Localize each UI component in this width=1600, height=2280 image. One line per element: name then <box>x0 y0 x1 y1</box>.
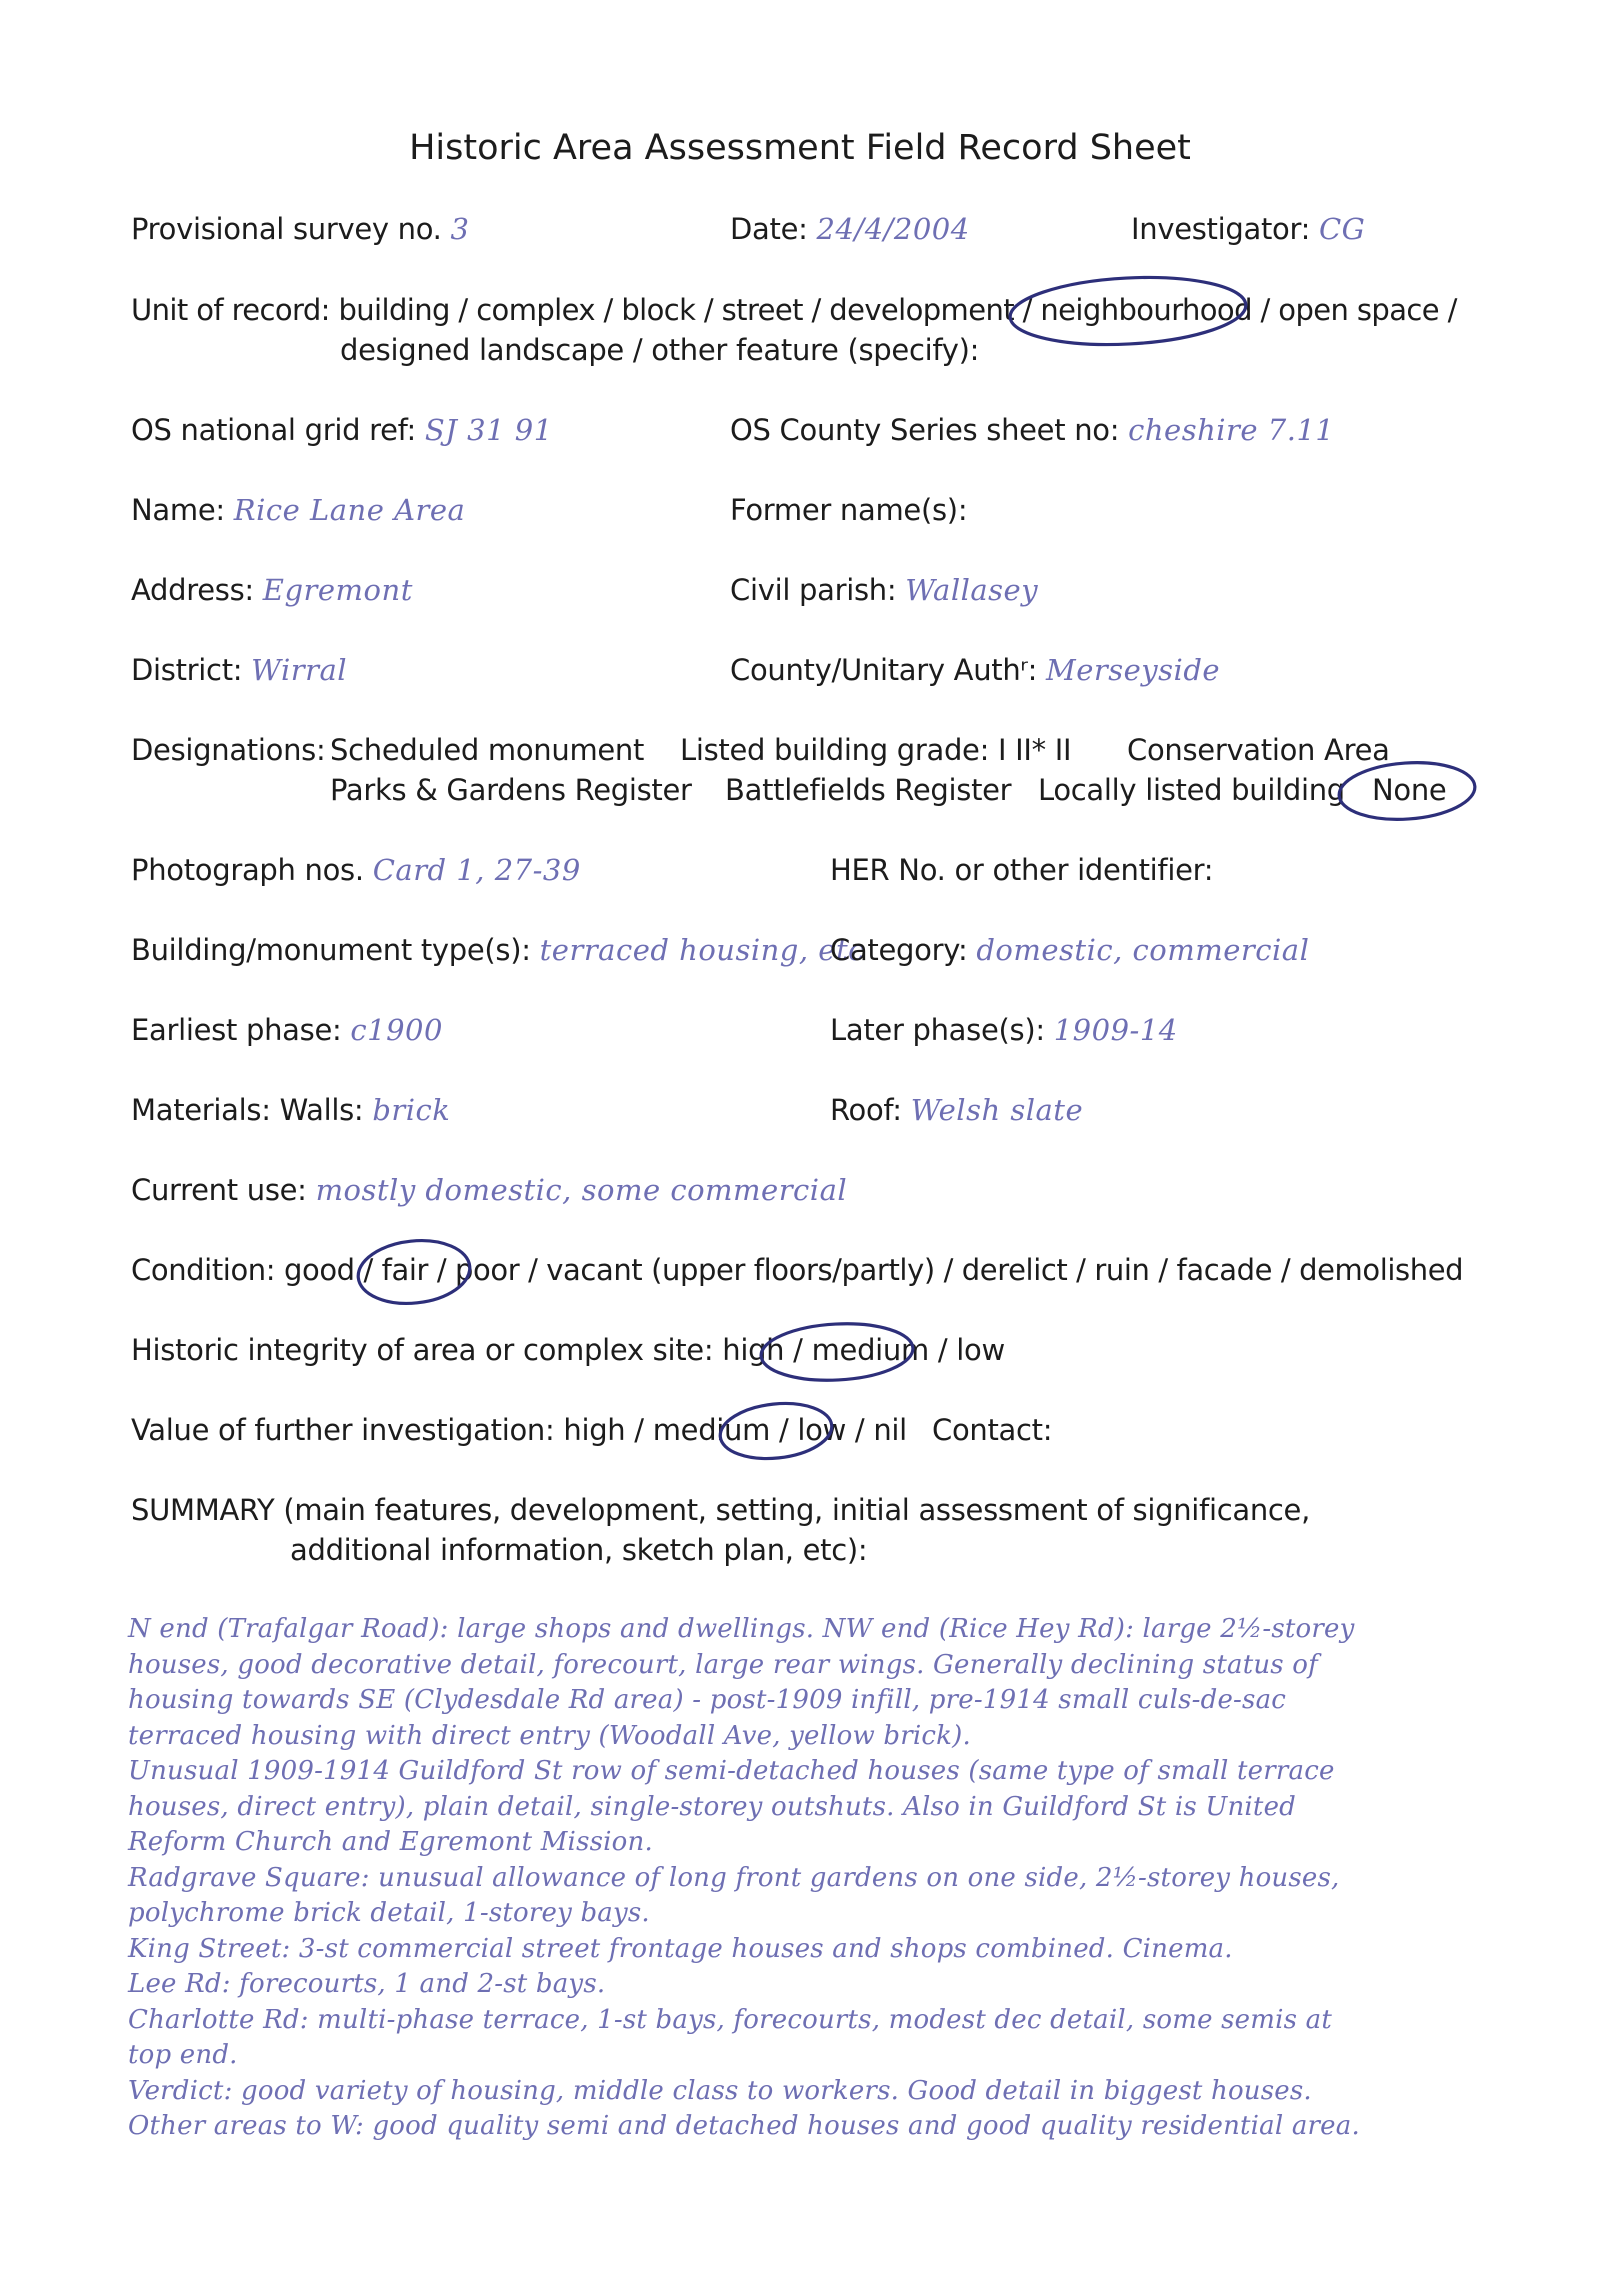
county-value: Merseyside <box>1046 653 1221 687</box>
current-use-field <box>131 1173 847 1207</box>
photograph-label: Photograph nos. <box>131 853 364 887</box>
earliest-phase-label: Earliest phase: <box>131 1013 342 1047</box>
unit-of-record-options-line2: designed landscape / other feature (specify): <box>340 333 980 367</box>
condition-options: Condition: good / fair / poor / vacant (upper floors/partly) / derelict / ruin / facade / demolished <box>131 1253 1464 1287</box>
roof-label: Roof: <box>830 1093 902 1127</box>
summary-line: polychrome brick detail, 1-storey bays. <box>128 1898 650 1928</box>
summary-notes <box>128 1612 1488 2145</box>
name-field <box>131 493 465 527</box>
date-label: Date: <box>730 212 808 246</box>
summary-line: houses, good decorative detail, forecourt, large rear wings. Generally declining status of <box>128 1649 1318 1680</box>
designation-parks: Parks & Gardens Register <box>330 773 692 807</box>
summary-line: Other areas to W: good quality semi and detached houses and good quality residential area. <box>128 2111 1360 2141</box>
summary-heading: SUMMARY (main features, development, setting, initial assessment of significance, <box>131 1493 1311 1527</box>
contact-label: Contact: <box>932 1413 1053 1447</box>
civil-parish-value: Wallasey <box>905 573 1039 607</box>
walls-value: brick <box>372 1093 451 1127</box>
photograph-field <box>131 853 581 887</box>
address-label: Address: <box>131 573 254 607</box>
name-value: Rice Lane Area <box>233 493 466 527</box>
summary-line: Unusual 1909-1914 Guildford St row of semi-detached houses (same type of small terrace <box>128 1756 1335 1786</box>
summary-line: Charlotte Rd: multi-phase terrace, 1-st bays, forecourts, modest dec detail, some semis at <box>128 2004 1332 2035</box>
investigator-field <box>1131 212 1365 246</box>
county-field <box>730 653 1220 687</box>
county-sheet-value: cheshire 7.11 <box>1128 413 1335 447</box>
former-name-label: Former name(s): <box>730 493 968 527</box>
designation-listed: Listed building grade: I II* II <box>680 733 1072 767</box>
summary-line: King Street: 3-st commercial street frontage houses and shops combined. Cinema. <box>128 1933 1233 1964</box>
current-use-label: Current use: <box>131 1173 307 1207</box>
address-field <box>131 573 413 607</box>
designation-conservation: Conservation Area <box>1127 733 1390 767</box>
date-field <box>730 212 970 246</box>
summary-line: Radgrave Square: unusual allowance of long front gardens on one side, 2½-storey houses, <box>128 1862 1340 1893</box>
later-phase-label: Later phase(s): <box>830 1013 1045 1047</box>
later-phase-field <box>830 1013 1178 1047</box>
building-type-value: terraced housing, etc <box>539 933 865 967</box>
summary-line: housing towards SE (Clydesdale Rd area) - post-1909 infill, pre-1914 small culs-de-sac <box>128 1685 1287 1715</box>
roof-value: Welsh slate <box>910 1093 1084 1127</box>
grid-ref-value: SJ 31 91 <box>424 413 553 447</box>
designations-label: Designations: <box>131 733 326 767</box>
summary-heading-line2: additional information, sketch plan, etc): <box>290 1533 868 1567</box>
county-label: County/Unitary Authʳ: <box>730 653 1038 687</box>
category-field <box>830 933 1309 967</box>
summary-line: Verdict: good variety of housing, middle class to workers. Good detail in biggest houses. <box>128 2075 1312 2106</box>
walls-label: Materials: Walls: <box>131 1093 364 1127</box>
building-type-field <box>131 933 865 967</box>
earliest-phase-field <box>131 1013 443 1047</box>
district-value: Wirral <box>251 653 348 687</box>
walls-field <box>131 1093 450 1127</box>
category-label: Category: <box>830 933 968 967</box>
survey-value: 3 <box>450 212 470 246</box>
category-value: domestic, commercial <box>976 933 1310 967</box>
district-field <box>131 653 347 687</box>
grid-ref-label: OS national grid ref: <box>131 413 416 447</box>
investigator-label: Investigator: <box>1131 212 1311 246</box>
address-value: Egremont <box>262 573 413 607</box>
summary-line: N end (Trafalgar Road): large shops and dwellings. NW end (Rice Hey Rd): large 2½-storey <box>128 1614 1355 1644</box>
summary-line: houses, direct entry), plain detail, single-storey outshuts. Also in Guildford St is United <box>128 1791 1297 1822</box>
unit-of-record-options: Unit of record: building / complex / block / street / development / neighbourhood / open space / <box>131 293 1457 327</box>
summary-line: Reform Church and Egremont Mission. <box>128 1827 653 1857</box>
date-value: 24/4/2004 <box>816 212 970 246</box>
photograph-value: Card 1, 27-39 <box>372 853 581 887</box>
page-title: Historic Area Assessment Field Record Sheet <box>409 128 1191 168</box>
county-sheet-label: OS County Series sheet no: <box>730 413 1120 447</box>
investigator-value: CG <box>1318 212 1366 246</box>
summary-line: Lee Rd: forecourts, 1 and 2-st bays. <box>128 1969 606 1999</box>
investigation-value-options: Value of further investigation: high / medium / low / nil <box>131 1413 907 1447</box>
summary-line: terraced housing with direct entry (Woodall Ave, yellow brick). <box>128 1720 971 1751</box>
county-sheet-field <box>730 413 1334 447</box>
designation-scheduled: Scheduled monument <box>330 733 645 767</box>
her-label: HER No. or other identifier: <box>830 853 1214 887</box>
name-label: Name: <box>131 493 225 527</box>
roof-field <box>830 1093 1083 1127</box>
designation-none: None <box>1372 773 1447 807</box>
current-use-value: mostly domestic, some commercial <box>315 1173 848 1207</box>
grid-ref-field <box>131 413 553 447</box>
designation-battlefields: Battlefields Register <box>725 773 1012 807</box>
designation-locally-listed: Locally listed building <box>1038 773 1345 807</box>
district-label: District: <box>131 653 243 687</box>
civil-parish-field <box>730 573 1038 607</box>
building-type-label: Building/monument type(s): <box>131 933 531 967</box>
survey-label: Provisional survey no. <box>131 212 442 246</box>
earliest-phase-value: c1900 <box>350 1013 443 1047</box>
later-phase-value: 1909-14 <box>1053 1013 1178 1047</box>
former-name-field <box>730 493 967 527</box>
summary-line: top end. <box>128 2040 238 2070</box>
survey-field <box>131 212 469 246</box>
her-field <box>830 853 1213 887</box>
civil-parish-label: Civil parish: <box>730 573 897 607</box>
integrity-options: Historic integrity of area or complex site: high / medium / low <box>131 1333 1005 1367</box>
